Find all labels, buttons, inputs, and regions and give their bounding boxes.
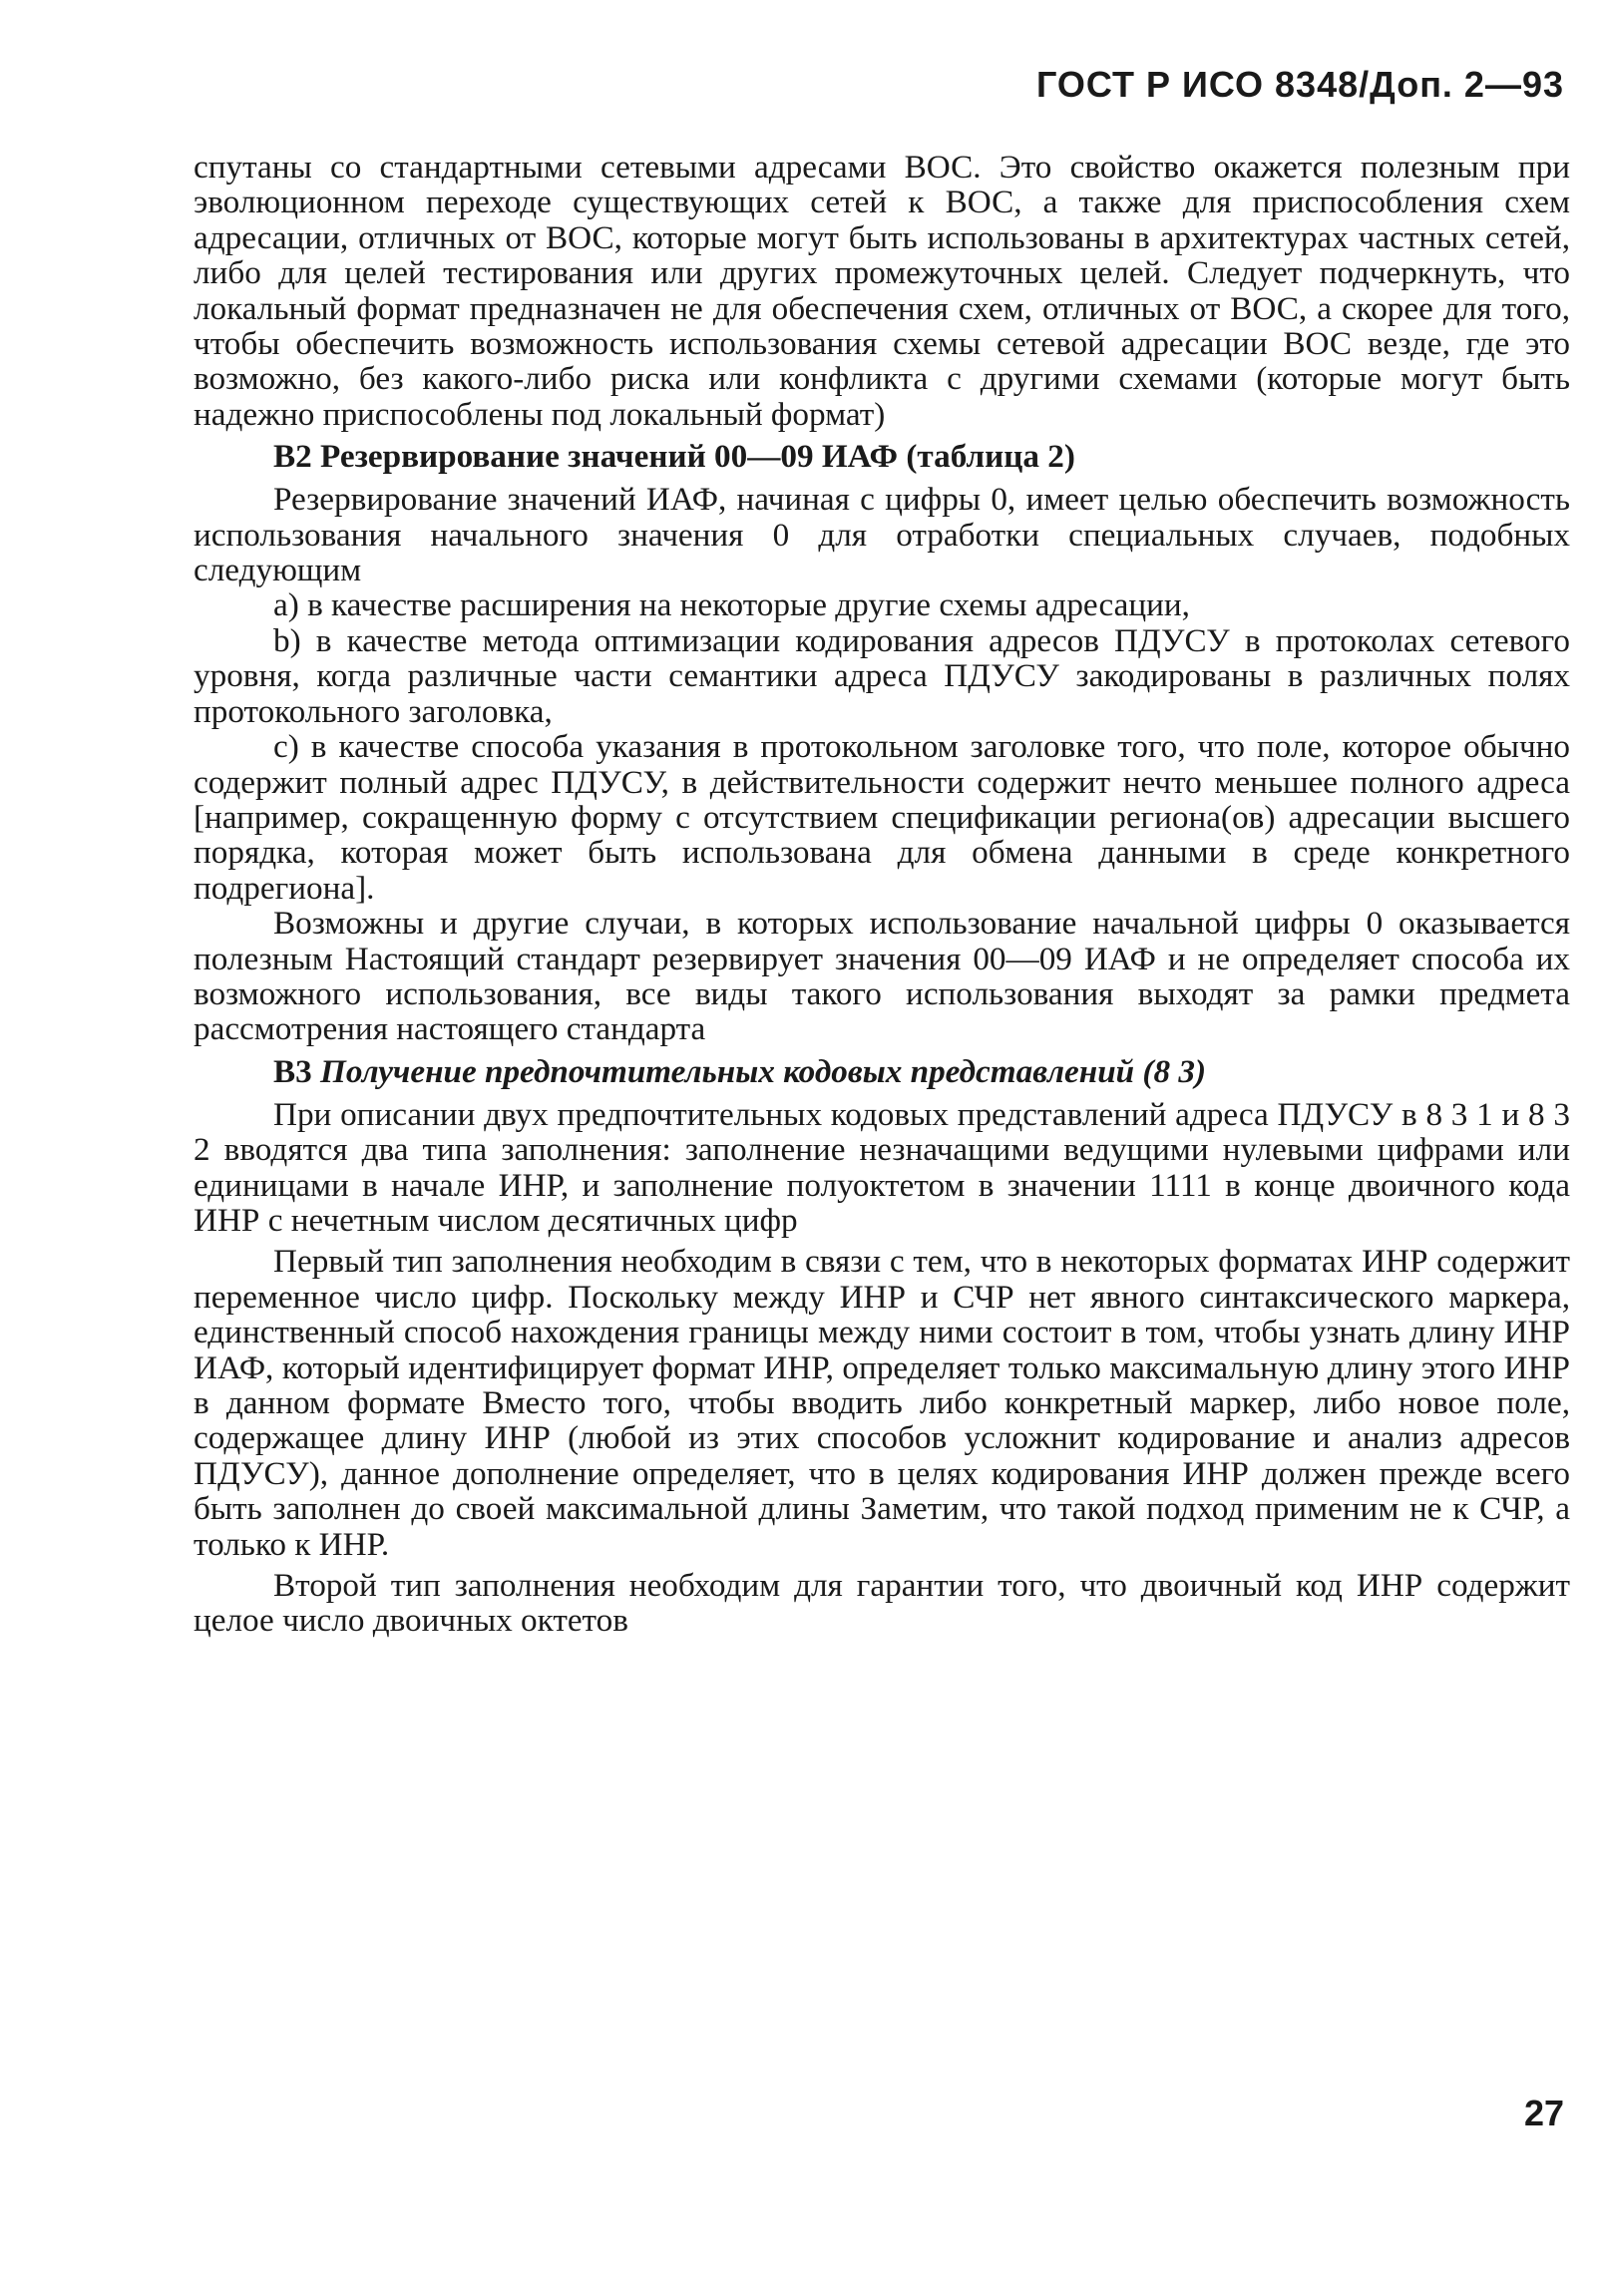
- paragraph-continuation: спутаны со стандартными сетевыми адресами ВОС. Это свойство окажется полезным при эволюционном переходе существующих сетей к ВОС, а также для приспособления схем адресации, отличных от ВОС, которые могут быть использованы в архитектурах частных сетей, либо для целей тестирования или других промежуточных целей. Следует подчеркнуть, что локальный формат предназначен не для обеспечения схем, отличных от ВОС, а скорее для того, чтобы обеспечить возможность использования схемы сетевой адресации ВОС везде, где это возможно, без какого-либо риска или конфликта с другими схемами (которые могут быть надежно приспособлены под локальный формат): [194, 149, 1570, 433]
- section-heading-b3: [194, 1053, 1570, 1091]
- section-heading-b2: [194, 438, 1570, 476]
- section-title: Резервирование значений 00—09 ИАФ (таблица 2): [320, 438, 1075, 476]
- section-number: В3: [273, 1052, 312, 1090]
- page-body: [194, 150, 1570, 1639]
- paragraph-b3-second-type: Второй тип заполнения необходим для гарантии того, что двоичный код ИНР содержит целое число двоичных октетов: [194, 1567, 1570, 1640]
- paragraph-b3-first-type: Первый тип заполнения необходим в связи с тем, что в некоторых форматах ИНР содержит переменное число цифр. Поскольку между ИНР и СЧР нет явного синтаксического маркера, единственный способ нахождения границы между ними состоит в том, чтобы узнать длину ИНР ИАФ, который идентифицирует формат ИНР, определяет только максимальную длину этого ИНР в данном формате Вместо того, чтобы вводить либо конкретный маркер, либо новое поле, содержащее длину ИНР (любой из этих способов усложнит кодирование и анализ адресов ПДУСУ), данное дополнение определяет, что в целях кодирования ИНР должен прежде всего быть заполнен до своей максимальной длины Заметим, что такой подход применим не к СЧР, а только к ИНР.: [194, 1243, 1570, 1563]
- paragraph-b2-intro: Резервирование значений ИАФ, начиная с цифры 0, имеет целью обеспечить возможность использования начального значения 0 для отработки специальных случаев, подобных следующим: [194, 481, 1570, 589]
- list-item-a: а) в качестве расширения на некоторые другие схемы адресации,: [273, 586, 1190, 624]
- list-item-b: b) в качестве метода оптимизации кодирования адресов ПДУСУ в протоколах сетевого уровня, когда различные части семантики адреса ПДУСУ закодированы в различных полях протокольного заголовка,: [194, 621, 1570, 730]
- paragraph-b2-other-cases: Возможны и другие случаи, в которых использование начальной цифры 0 оказывается полезным Настоящий стандарт резервирует значения 00—09 ИАФ и не определяет способа их возможного использования, все виды такого использования выходят за рамки предмета рассмотрения настоящего стандарта: [194, 905, 1570, 1048]
- page-number: 27: [1523, 2093, 1564, 2133]
- section-number: В2: [273, 438, 312, 476]
- list-item-c: с) в качестве способа указания в протокольном заголовке того, что поле, которое обычно содержит полный адрес ПДУСУ, в действительности содержит нечто меньшее полного адреса [например, сокращенную форму с отсутствием спецификации региона(ов) адресации высшего порядка, которая может быть использована для обмена данными в среде конкретного подрегиона].: [194, 728, 1570, 907]
- paragraph-b3-intro: При описании двух предпочтительных кодовых представлений адреса ПДУСУ в 8 3 1 и 8 3 2 вводятся два типа заполнения: заполнение незначащими ведущими нулевыми цифрами или единицами в начале ИНР, и заполнение полуоктетом в значении 1111 в конце двоичного кода ИНР с нечетным числом десятичных цифр: [194, 1095, 1570, 1239]
- section-title: Получение предпочтительных кодовых представлений (8 3): [320, 1052, 1207, 1090]
- page-header: ГОСТ Р ИСО 8348/Доп. 2—93: [1036, 64, 1564, 105]
